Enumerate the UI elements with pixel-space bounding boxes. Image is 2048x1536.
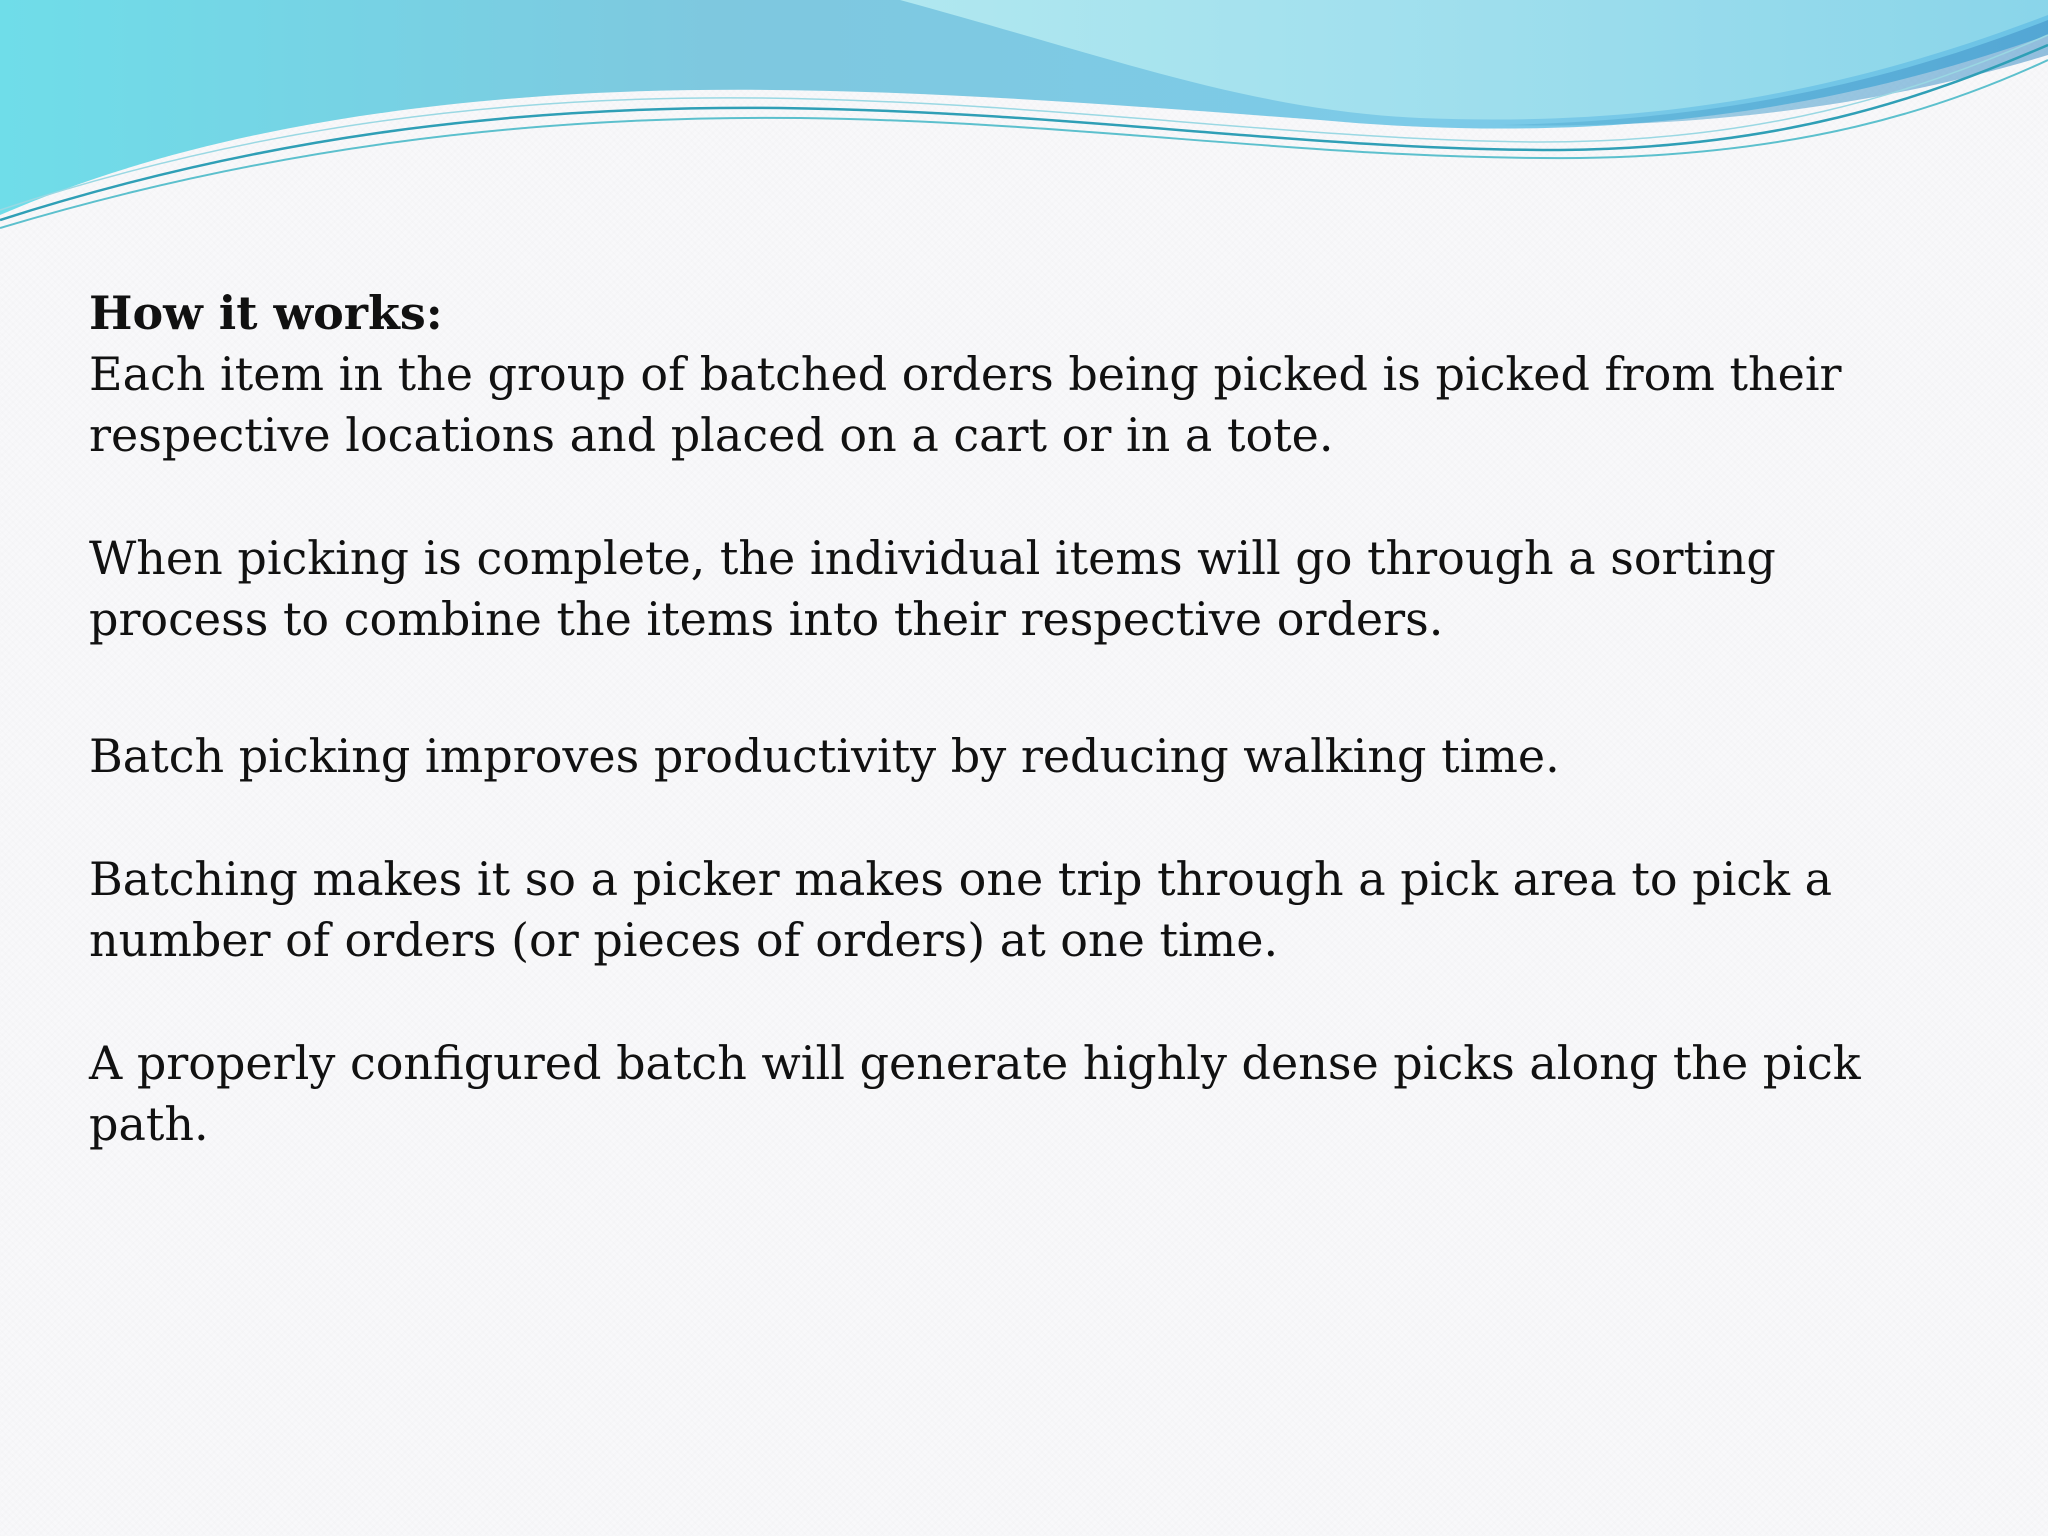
- slide-body: [89, 283, 1949, 1155]
- body-line: Batch picking improves productivity by reducing walking time.: [89, 729, 1560, 783]
- body-line: When picking is complete, the individual items will go through a sorting: [89, 531, 1776, 585]
- section-heading: How it works:: [89, 286, 443, 340]
- body-line: path.: [89, 1097, 209, 1151]
- paragraph-spacer: [89, 650, 1949, 726]
- body-line: A properly configured batch will generate highly dense picks along the pick: [89, 1036, 1861, 1090]
- paragraph-spacer: [89, 466, 1949, 528]
- body-line: respective locations and placed on a cart or in a tote.: [89, 408, 1334, 462]
- body-line: Batching makes it so a picker makes one trip through a pick area to pick a: [89, 852, 1832, 906]
- decorative-wave-banner: [0, 0, 2048, 240]
- paragraph-spacer: [89, 971, 1949, 1033]
- body-line: Each item in the group of batched orders being picked is picked from their: [89, 347, 1842, 401]
- body-line: process to combine the items into their respective orders.: [89, 592, 1444, 646]
- body-line: number of orders (or pieces of orders) at one time.: [89, 913, 1279, 967]
- paragraph-spacer: [89, 787, 1949, 849]
